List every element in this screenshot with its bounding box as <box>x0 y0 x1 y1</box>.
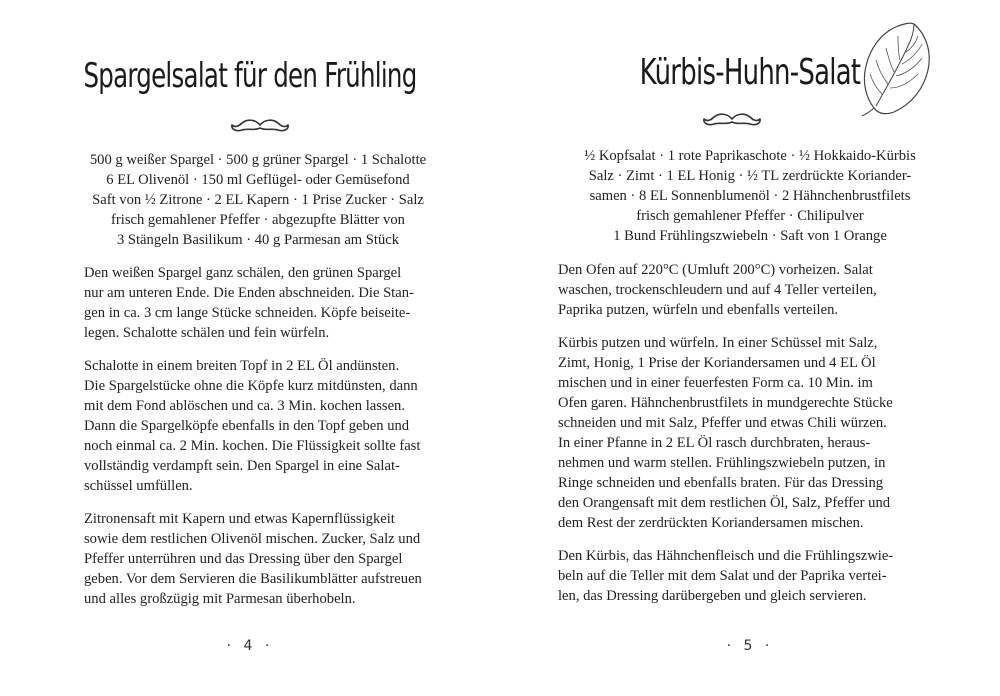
text-line: noch einmal ca. 2 Min. kochen. Die Flüssigkeit sollte fast <box>84 438 421 454</box>
instruction-paragraph <box>84 263 444 343</box>
ingredient-line: Saft von ½ Zitrone · 2 EL Kapern · 1 Prise Zucker · Salz <box>92 192 424 208</box>
text-line: schüssel umfüllen. <box>84 478 193 494</box>
text-line: dem Rest der zerdrückten Koriandersamen mischen. <box>558 515 864 531</box>
text-line: Schalotte in einem breiten Topf in 2 EL Öl andünsten. <box>84 358 400 374</box>
instructions-right <box>558 260 928 619</box>
text-line: In einer Pfanne in 2 EL Öl rasch durchbraten, heraus- <box>558 435 871 451</box>
instruction-paragraph <box>84 509 444 609</box>
text-line: Kürbis putzen und würfeln. In einer Schüssel mit Salz, <box>558 335 878 351</box>
ingredient-line: frisch gemahlener Pfeffer · Chilipulver <box>636 208 864 224</box>
mustache-ornament-icon <box>230 118 290 134</box>
ingredient-line: 500 g weißer Spargel · 500 g grüner Spargel · 1 Schalotte <box>89 152 427 168</box>
instruction-paragraph <box>558 333 928 533</box>
instruction-paragraph <box>84 356 444 496</box>
text-line: len, das Dressing darübergeben und gleich servieren. <box>558 588 867 604</box>
ingredient-line: ½ Kopfsalat · 1 rote Paprikaschote · ½ Hokkaido-Kürbis <box>584 148 916 164</box>
ingredient-line: frisch gemahlener Pfeffer · abgezupfte Blätter von <box>111 212 405 228</box>
text-line: Den Ofen auf 220°C (Umluft 200°C) vorheizen. Salat <box>558 262 873 278</box>
instructions-left <box>84 263 444 622</box>
text-line: schneiden und mit Salz, Pfeffer und etwas Chili würzen. <box>558 415 887 431</box>
ingredient-list-left <box>60 150 456 250</box>
text-line: Paprika putzen, würfeln und ebenfalls verteilen. <box>558 302 839 318</box>
text-line: mit dem Fond ablöschen und ca. 3 Min. kochen lassen. <box>84 398 406 414</box>
text-line: Pfeffer unterrühren und das Dressing über den Spargel <box>84 551 403 567</box>
recipe-title-right: Kürbis-Huhn-Salat <box>639 52 861 93</box>
page-number-right: · 5 · <box>726 638 774 654</box>
text-line: mischen und in einer feuerfesten Form ca. 10 Min. im <box>558 375 873 391</box>
ingredient-line: 1 Bund Frühlingszwiebeln · Saft von 1 Orange <box>613 228 887 244</box>
text-line: geben. Vor dem Servieren die Basilikumblätter aufstreuen <box>84 571 422 587</box>
ingredient-line: 3 Stängeln Basilikum · 40 g Parmesan am Stück <box>116 232 400 248</box>
right-page <box>500 0 1000 696</box>
text-line: vollständig verdampft sein. Den Spargel in eine Salat- <box>84 458 400 474</box>
text-line: Die Spargelstücke ohne die Köpfe kurz mitdünsten, dann <box>84 378 418 394</box>
instruction-paragraph <box>558 546 928 606</box>
text-line: nur am unteren Ende. Die Enden abschneiden. Die Stan- <box>84 285 414 301</box>
text-line: beln auf die Teller mit dem Salat und der Paprika vertei- <box>558 568 887 584</box>
ingredient-list-right <box>540 146 960 246</box>
text-line: Zimt, Honig, 1 Prise der Koriandersamen und 4 EL Öl <box>558 355 876 371</box>
text-line: Dann die Spargelköpfe ebenfalls in den Topf geben und <box>84 418 410 434</box>
text-line: nehmen und warm stellen. Frühlingszwiebeln putzen, in <box>558 455 886 471</box>
instruction-paragraph <box>558 260 928 320</box>
text-line: sowie dem restlichen Olivenöl mischen. Zucker, Salz und <box>84 531 421 547</box>
ingredient-line: Salz · Zimt · 1 EL Honig · ½ TL zerdrückte Koriander- <box>588 168 912 184</box>
ingredient-line: 6 EL Olivenöl · 150 ml Geflügel- oder Gemüsefond <box>106 172 410 188</box>
ingredient-line: samen · 8 EL Sonnenblumenöl · 2 Hähnchenbrustfilets <box>589 188 911 204</box>
text-line: und alles großzügig mit Parmesan überhobeln. <box>84 591 356 607</box>
text-line: Den Kürbis, das Hähnchenfleisch und die Frühlingszwie- <box>558 548 894 564</box>
text-line: Ofen garen. Hähnchenbrustfilets in mundgerechte Stücke <box>558 395 893 411</box>
mustache-ornament-icon <box>702 112 762 128</box>
page-number-left: · 4 · <box>226 638 274 654</box>
text-line: den Orangensaft mit dem restlichen Öl, Salz, Pfeffer und <box>558 495 891 511</box>
text-line: waschen, trockenschleudern und auf 4 Teller verteilen, <box>558 282 877 298</box>
text-line: Ringe schneiden und ebenfalls braten. Für das Dressing <box>558 475 884 491</box>
recipe-title-left: Spargelsalat für den Frühling <box>83 56 417 96</box>
text-line: Den weißen Spargel ganz schälen, den grünen Spargel <box>84 265 402 281</box>
text-line: gen in ca. 3 cm lange Stücke schneiden. Köpfe beiseite- <box>84 305 411 321</box>
text-line: Zitronensaft mit Kapern und etwas Kapernflüssigkeit <box>84 511 395 527</box>
text-line: legen. Schalotte schälen und fein würfeln. <box>84 325 330 341</box>
